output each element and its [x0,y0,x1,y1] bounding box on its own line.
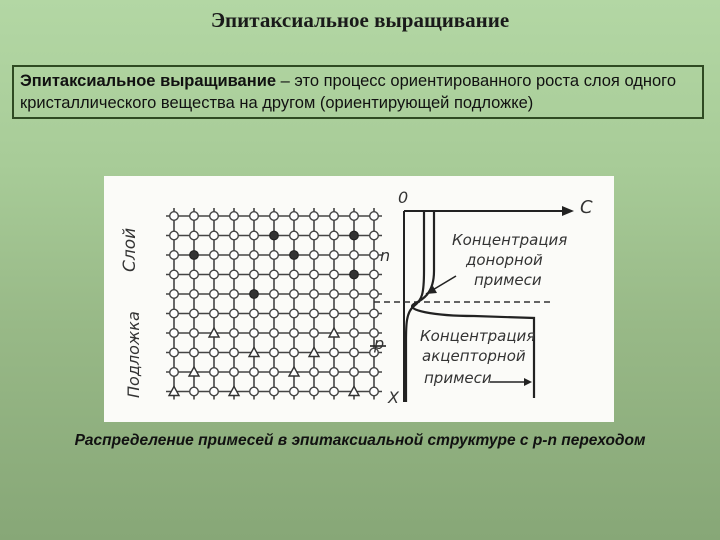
host-atom [290,290,299,299]
host-atom [210,387,219,396]
substrate-label: Подложка [124,311,143,398]
figure-drawing [104,176,614,422]
host-atom [230,251,239,260]
host-atom [370,290,379,299]
host-atom [290,270,299,279]
host-atom [330,290,339,299]
host-atom [170,212,179,221]
host-atom [350,329,359,338]
x-axis-label: X [388,388,399,407]
host-atom [250,251,259,260]
host-atom [370,212,379,221]
host-atom [290,212,299,221]
host-atom [170,309,179,318]
host-atom [270,212,279,221]
p-region-label: p [374,334,385,353]
slide-title: Эпитаксиальное выращивание [210,8,510,32]
host-atom [230,348,239,357]
host-atom [230,231,239,240]
host-atom [350,309,359,318]
host-atom [330,309,339,318]
epitaxy-figure [104,176,614,422]
acceptor-label-line2: акцепторной [422,347,526,365]
host-atom [270,251,279,260]
host-atom [290,348,299,357]
host-atom [310,387,319,396]
host-atom [190,270,199,279]
crystal-lattice [166,208,385,400]
host-atom [230,270,239,279]
host-atom [190,387,199,396]
host-atom [210,290,219,299]
host-atom [230,368,239,377]
host-atom [310,290,319,299]
host-atom [190,231,199,240]
host-atom [230,329,239,338]
host-atom [170,290,179,299]
layer-label: Слой [120,227,140,272]
host-atom [230,309,239,318]
host-atom [350,251,359,260]
host-atom [170,270,179,279]
host-atom [210,212,219,221]
host-atom [310,329,319,338]
host-atom [210,368,219,377]
host-atom [330,348,339,357]
host-atom [330,251,339,260]
host-atom [350,290,359,299]
host-atom [170,251,179,260]
n-region-label: n [380,246,391,265]
donor-label-line2: донорной [466,251,543,269]
host-atom [230,212,239,221]
definition-box [12,65,704,119]
host-atom [310,212,319,221]
host-atom [310,251,319,260]
host-atom [370,368,379,377]
donor-atom [250,290,259,299]
host-atom [170,348,179,357]
host-atom [350,212,359,221]
host-atom [230,290,239,299]
host-atom [250,231,259,240]
host-atom [250,368,259,377]
host-atom [250,270,259,279]
host-atom [250,309,259,318]
definition-term: Эпитаксиальное выращивание [20,72,277,90]
host-atom [330,368,339,377]
donor-atom [270,231,279,240]
host-atom [330,387,339,396]
host-atom [190,329,199,338]
definition-text: это процесс ориентированного роста слоя одного кристаллического вещества на другом (ориентирующей подложке) [20,72,677,112]
host-atom [210,270,219,279]
host-atom [370,387,379,396]
host-atom [270,387,279,396]
donor-curve [406,211,424,402]
acceptor-pointer-head [524,378,532,386]
host-atom [310,309,319,318]
host-atom [210,251,219,260]
host-atom [190,212,199,221]
host-atom [170,231,179,240]
acceptor-label-line1: Концентрация [420,327,536,345]
figure-caption: Распределение примесей в эпитаксиальной структуре с p-n переходом [74,432,646,449]
host-atom [170,368,179,377]
host-atom [210,231,219,240]
host-atom [190,290,199,299]
host-atom [190,348,199,357]
host-atom [290,309,299,318]
donor-atom [290,251,299,260]
host-atom [290,231,299,240]
host-atom [310,368,319,377]
host-atom [270,290,279,299]
host-atom [270,270,279,279]
host-atom [270,329,279,338]
host-atom [210,348,219,357]
host-atom [170,329,179,338]
host-atom [270,309,279,318]
donor-atom [350,270,359,279]
definition-dash: – [276,72,295,90]
host-atom [350,368,359,377]
host-atom [290,387,299,396]
host-atom [210,309,219,318]
donor-atom [190,251,199,260]
host-atom [370,231,379,240]
host-atom [370,270,379,279]
acceptor-label-line3: примеси [424,369,492,387]
host-atom [330,270,339,279]
host-atom [250,212,259,221]
host-atom [190,309,199,318]
origin-label: 0 [398,188,409,207]
host-atom [250,329,259,338]
host-atom [290,329,299,338]
host-atom [310,270,319,279]
host-atom [370,251,379,260]
host-atom [370,309,379,318]
host-atom [270,348,279,357]
host-atom [350,348,359,357]
donor-atom [350,231,359,240]
host-atom [330,212,339,221]
c-axis-label: C [580,197,593,218]
host-atom [270,368,279,377]
host-atom [310,231,319,240]
c-axis-arrow [562,206,574,216]
host-atom [250,387,259,396]
donor-label-line3: примеси [474,271,542,289]
donor-label-line1: Концентрация [452,231,568,249]
host-atom [330,231,339,240]
